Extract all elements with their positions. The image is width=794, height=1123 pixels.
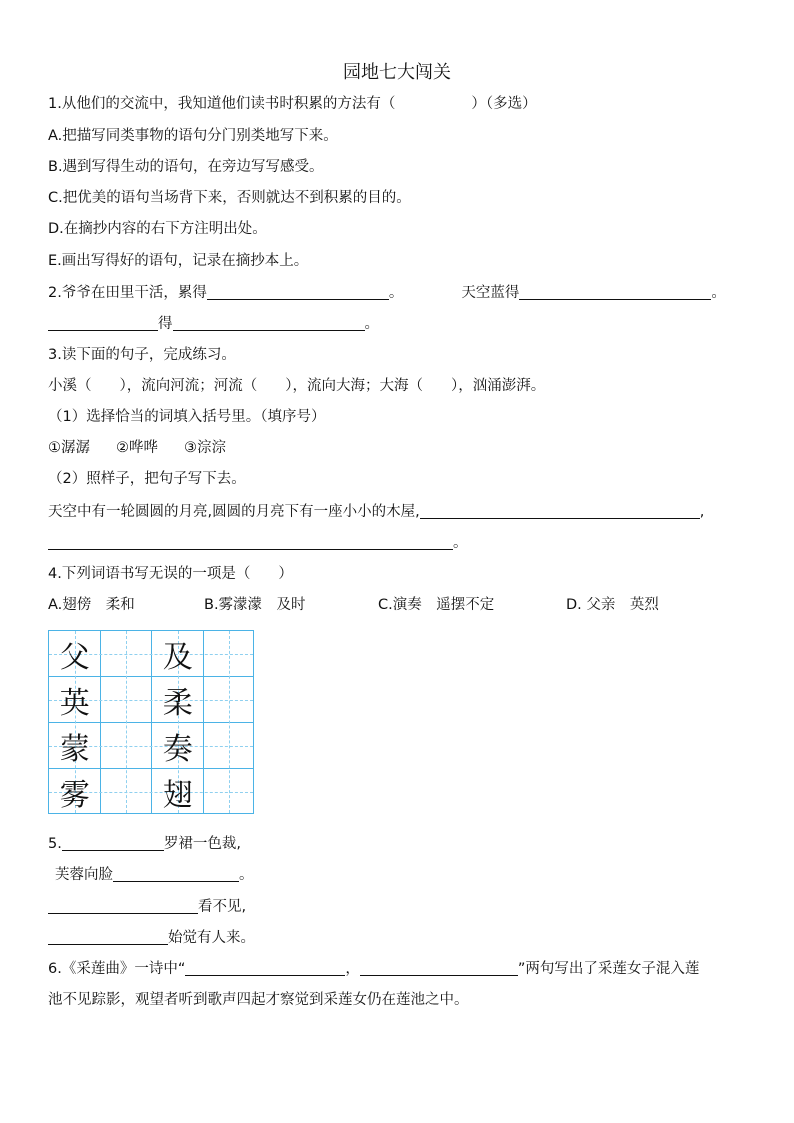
q3-stem: 3.读下面的句子，完成练习。 (48, 347, 236, 363)
q3-s-a: 小溪（ (48, 378, 92, 394)
q3-line2 (48, 533, 468, 553)
q4-option-b: B.雾濛濛 及时 (204, 597, 306, 613)
q5-l2-prefix: 芙蓉向脸 (55, 867, 113, 883)
q4-option-d: D. 父亲 英烈 (566, 597, 659, 613)
q1-stem-suffix: ）（多选） (471, 96, 537, 112)
grid-cell-left-3 (49, 723, 101, 769)
q1-option-d: D.在摘抄内容的右下方注明出处。 (48, 221, 267, 237)
q2-part2: 。 (388, 285, 404, 301)
q6-c: ”两句写出了采莲女子混入莲 (517, 961, 700, 977)
grid-cell-right-4 (152, 769, 204, 815)
q3-blank-1[interactable] (420, 502, 700, 519)
q3-choice-3: ③淙淙 (184, 440, 226, 456)
q2-line2-end: 。 (364, 316, 379, 332)
q3-s-d: ），汹涌澎湃。 (451, 378, 546, 394)
q5-line3 (48, 897, 246, 917)
q6-b: ， (345, 961, 360, 977)
q3-example-end: , (699, 504, 705, 520)
q3-blank-2[interactable] (48, 533, 453, 550)
q2-blank-4[interactable] (173, 314, 365, 331)
grid-guide-line (126, 631, 127, 813)
q3-choices (48, 438, 226, 458)
grid-cell-right-3 (152, 723, 204, 769)
q4-stem (48, 564, 293, 584)
grid-character: 及 (162, 640, 193, 675)
q2-blank-3[interactable] (48, 314, 158, 331)
q5-line1 (48, 834, 241, 854)
q4-option-c: C.演奏 遥摆不定 (378, 597, 495, 613)
grid-cell-right-1 (152, 631, 204, 677)
q6-a: 6.《采莲曲》一诗中“ (48, 961, 186, 977)
q5-l3-suffix: 看不见, (198, 899, 247, 915)
q1-stem-text: 1.从他们的交流中，我知道他们读书时积累的方法有（ (48, 96, 396, 112)
q3-s-c: ），流向大海；大海（ (285, 378, 423, 394)
q3-s-b: ），流向河流；河流（ (119, 378, 258, 394)
q2-blank-2[interactable] (519, 283, 711, 300)
q3-sub1: （1）选择恰当的词填入括号里。（填序号） (48, 409, 326, 425)
grid-cell-right-2 (152, 677, 204, 723)
q5-blank-4[interactable] (48, 928, 168, 945)
q6-blank-1[interactable] (185, 959, 345, 976)
character-grid (48, 630, 254, 814)
q3-example (48, 502, 704, 522)
q2-line1 (48, 283, 726, 303)
page-title: 园地七大闯关 (343, 62, 451, 83)
q5-blank-3[interactable] (48, 897, 198, 914)
grid-character: 父 (59, 640, 90, 675)
q2-part4: 。 (711, 285, 726, 301)
q5-line4 (48, 928, 255, 948)
grid-character: 雾 (59, 778, 90, 813)
q5-prefix: 5. (48, 836, 62, 852)
grid-guide-line (229, 631, 230, 813)
q1-stem (48, 94, 537, 114)
grid-cell-left-2 (49, 677, 101, 723)
grid-character: 蒙 (59, 732, 90, 767)
q2-blank-1[interactable] (207, 283, 389, 300)
grid-character: 翅 (162, 778, 193, 813)
q1-option-c: C.把优美的语句当场背下来，否则就达不到积累的目的。 (48, 190, 411, 206)
q5-l2-suffix: 。 (239, 867, 254, 883)
q5-blank-2[interactable] (113, 865, 239, 882)
q5-line2 (55, 865, 254, 885)
grid-character: 英 (59, 686, 90, 721)
q6-blank-2[interactable] (360, 959, 518, 976)
q6-line2: 池不见踪影，观望者听到歌声四起才察觉到采莲女仍在莲池之中。 (48, 992, 469, 1008)
q3-sentence (48, 376, 545, 396)
grid-character: 奏 (162, 732, 193, 767)
q5-l1-suffix: 罗裙一色裁, (163, 836, 241, 852)
q6-line1 (48, 959, 699, 979)
q1-option-b: B.遇到写得生动的语句，在旁边写写感受。 (48, 159, 324, 175)
q2-line2 (48, 314, 379, 334)
q4-stem-text: 4.下列词语书写无误的一项是（ (48, 566, 251, 582)
grid-cell-left-1 (49, 631, 101, 677)
q4-stem-suffix: ） (278, 566, 293, 582)
q1-option-e: E.画出写得好的语句，记录在摘抄本上。 (48, 253, 309, 269)
q3-choice-1: ①潺潺 (48, 440, 90, 456)
q5-blank-1[interactable] (62, 834, 164, 851)
q3-example-text: 天空中有一轮圆圆的月亮,圆圆的月亮下有一座小小的木屋, (48, 504, 420, 520)
q1-option-a: A.把描写同类事物的语句分门别类地写下来。 (48, 128, 338, 144)
grid-character: 柔 (162, 686, 193, 721)
q3-line2-end: 。 (453, 535, 468, 551)
q2-part3: 天空蓝得 (461, 285, 520, 301)
q3-sub2: （2）照样子，把句子写下去。 (48, 471, 246, 487)
q5-l4-suffix: 始觉有人来。 (168, 930, 255, 946)
q3-choice-2: ②哗哗 (116, 440, 158, 456)
q2-part1: 2.爷爷在田里干活，累得 (48, 285, 207, 301)
q4-options (48, 595, 659, 615)
q2-line2-mid: 得 (158, 316, 173, 332)
grid-cell-left-4 (49, 769, 101, 815)
q4-option-a: A.翅傍 柔和 (48, 597, 135, 613)
